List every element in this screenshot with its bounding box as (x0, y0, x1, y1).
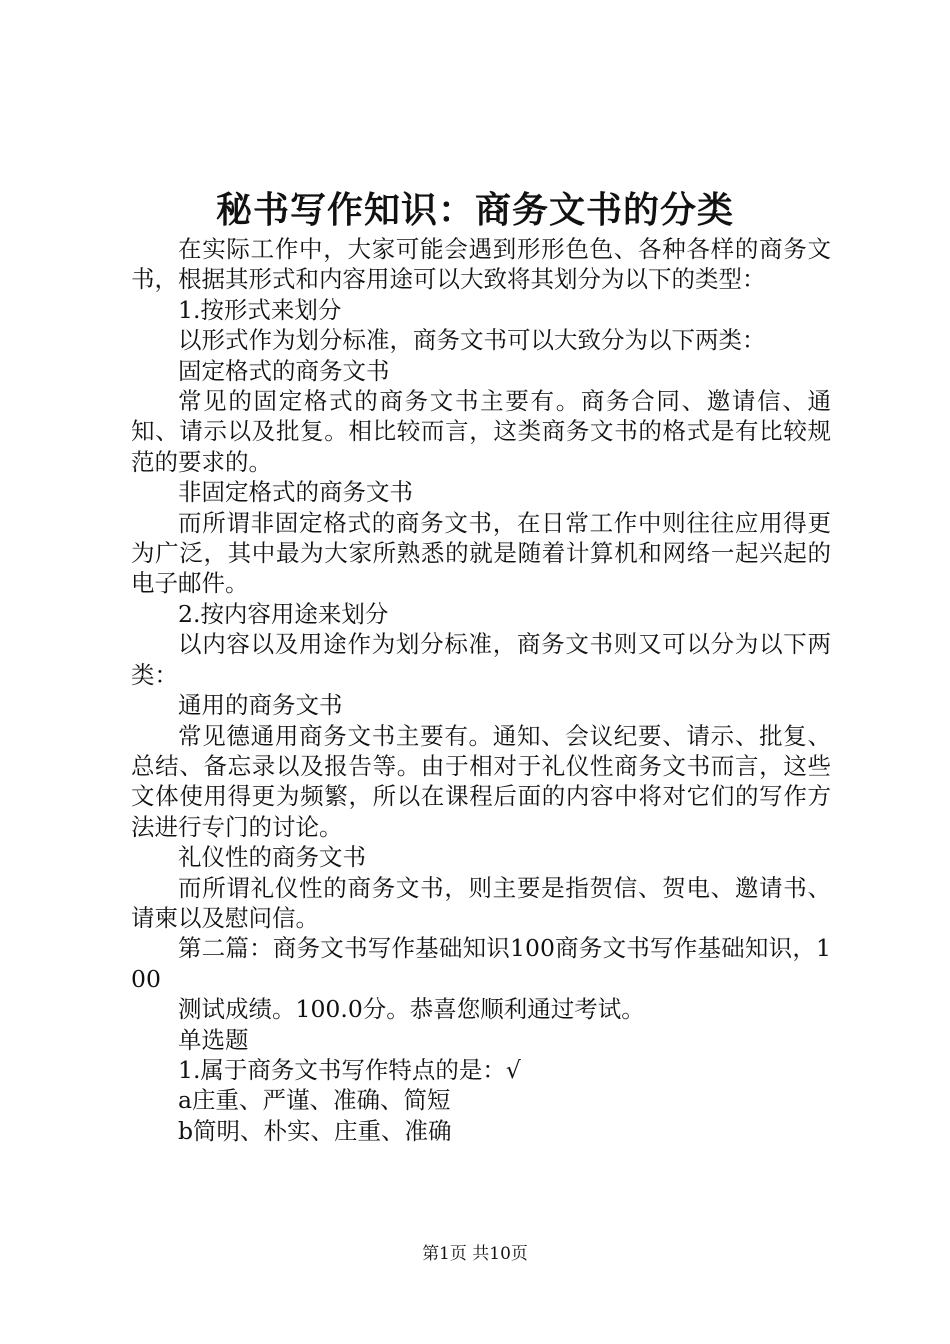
document-body (131, 234, 831, 1146)
paragraph-intro: 在实际工作中，大家可能会遇到形形色色、各种各样的商务文书，根据其形式和内容用途可以大致将其划分为以下的类型： (131, 235, 831, 294)
paragraph-form-standard: 以形式作为划分标准，商务文书可以大致分为以下两类： (178, 326, 766, 355)
heading-by-form: 1.按形式来划分 (178, 295, 342, 324)
paragraph-general: 常见德通用商务文书主要有。通知、会议纪要、请示、批复、总结、备忘录以及报告等。由于相对于礼仪性商务文书而言，这些文体使用得更为频繁，所以在课程后面的内容中将对它们的写作方法进行专门的讨论。 (131, 721, 831, 841)
subheading-fixed-format: 固定格式的商务文书 (178, 356, 390, 385)
paragraph-part-two: 第二篇：商务文书写作基础知识100商务文书写作基础知识，100 (131, 934, 831, 993)
heading-single-choice: 单选题 (178, 1025, 249, 1054)
option-a: a庄重、严谨、准确、简短 (178, 1086, 451, 1115)
paragraph-fixed-format: 常见的固定格式的商务文书主要有。商务合同、邀请信、通知、请示以及批复。相比较而言，这类商务文书的格式是有比较规范的要求的。 (131, 387, 831, 476)
subheading-general: 通用的商务文书 (178, 691, 343, 720)
paragraph-test-score: 测试成绩。100.0分。恭喜您顺利通过考试。 (178, 995, 645, 1024)
question-1: 1.属于商务文书写作特点的是：√ (178, 1055, 521, 1084)
option-b: b简明、朴实、庄重、准确 (178, 1116, 452, 1145)
page-footer: 第1页 共10页 (422, 1244, 528, 1264)
subheading-non-fixed-format: 非固定格式的商务文书 (178, 478, 413, 507)
document-title: 秘书写作知识：商务文书的分类 (215, 189, 734, 231)
paragraph-purpose-standard: 以内容以及用途作为划分标准，商务文书则又可以分为以下两类： (131, 630, 831, 689)
paragraph-non-fixed-format: 而所谓非固定格式的商务文书，在日常工作中则往往应用得更为广泛，其中最为大家所熟悉的就是随着计算机和网络一起兴起的电子邮件。 (131, 508, 831, 598)
subheading-ceremonial: 礼仪性的商务文书 (178, 843, 366, 872)
paragraph-ceremonial: 而所谓礼仪性的商务文书，则主要是指贺信、贺电、邀请书、请柬以及慰问信。 (131, 873, 831, 932)
heading-by-purpose: 2.按内容用途来划分 (178, 599, 389, 628)
